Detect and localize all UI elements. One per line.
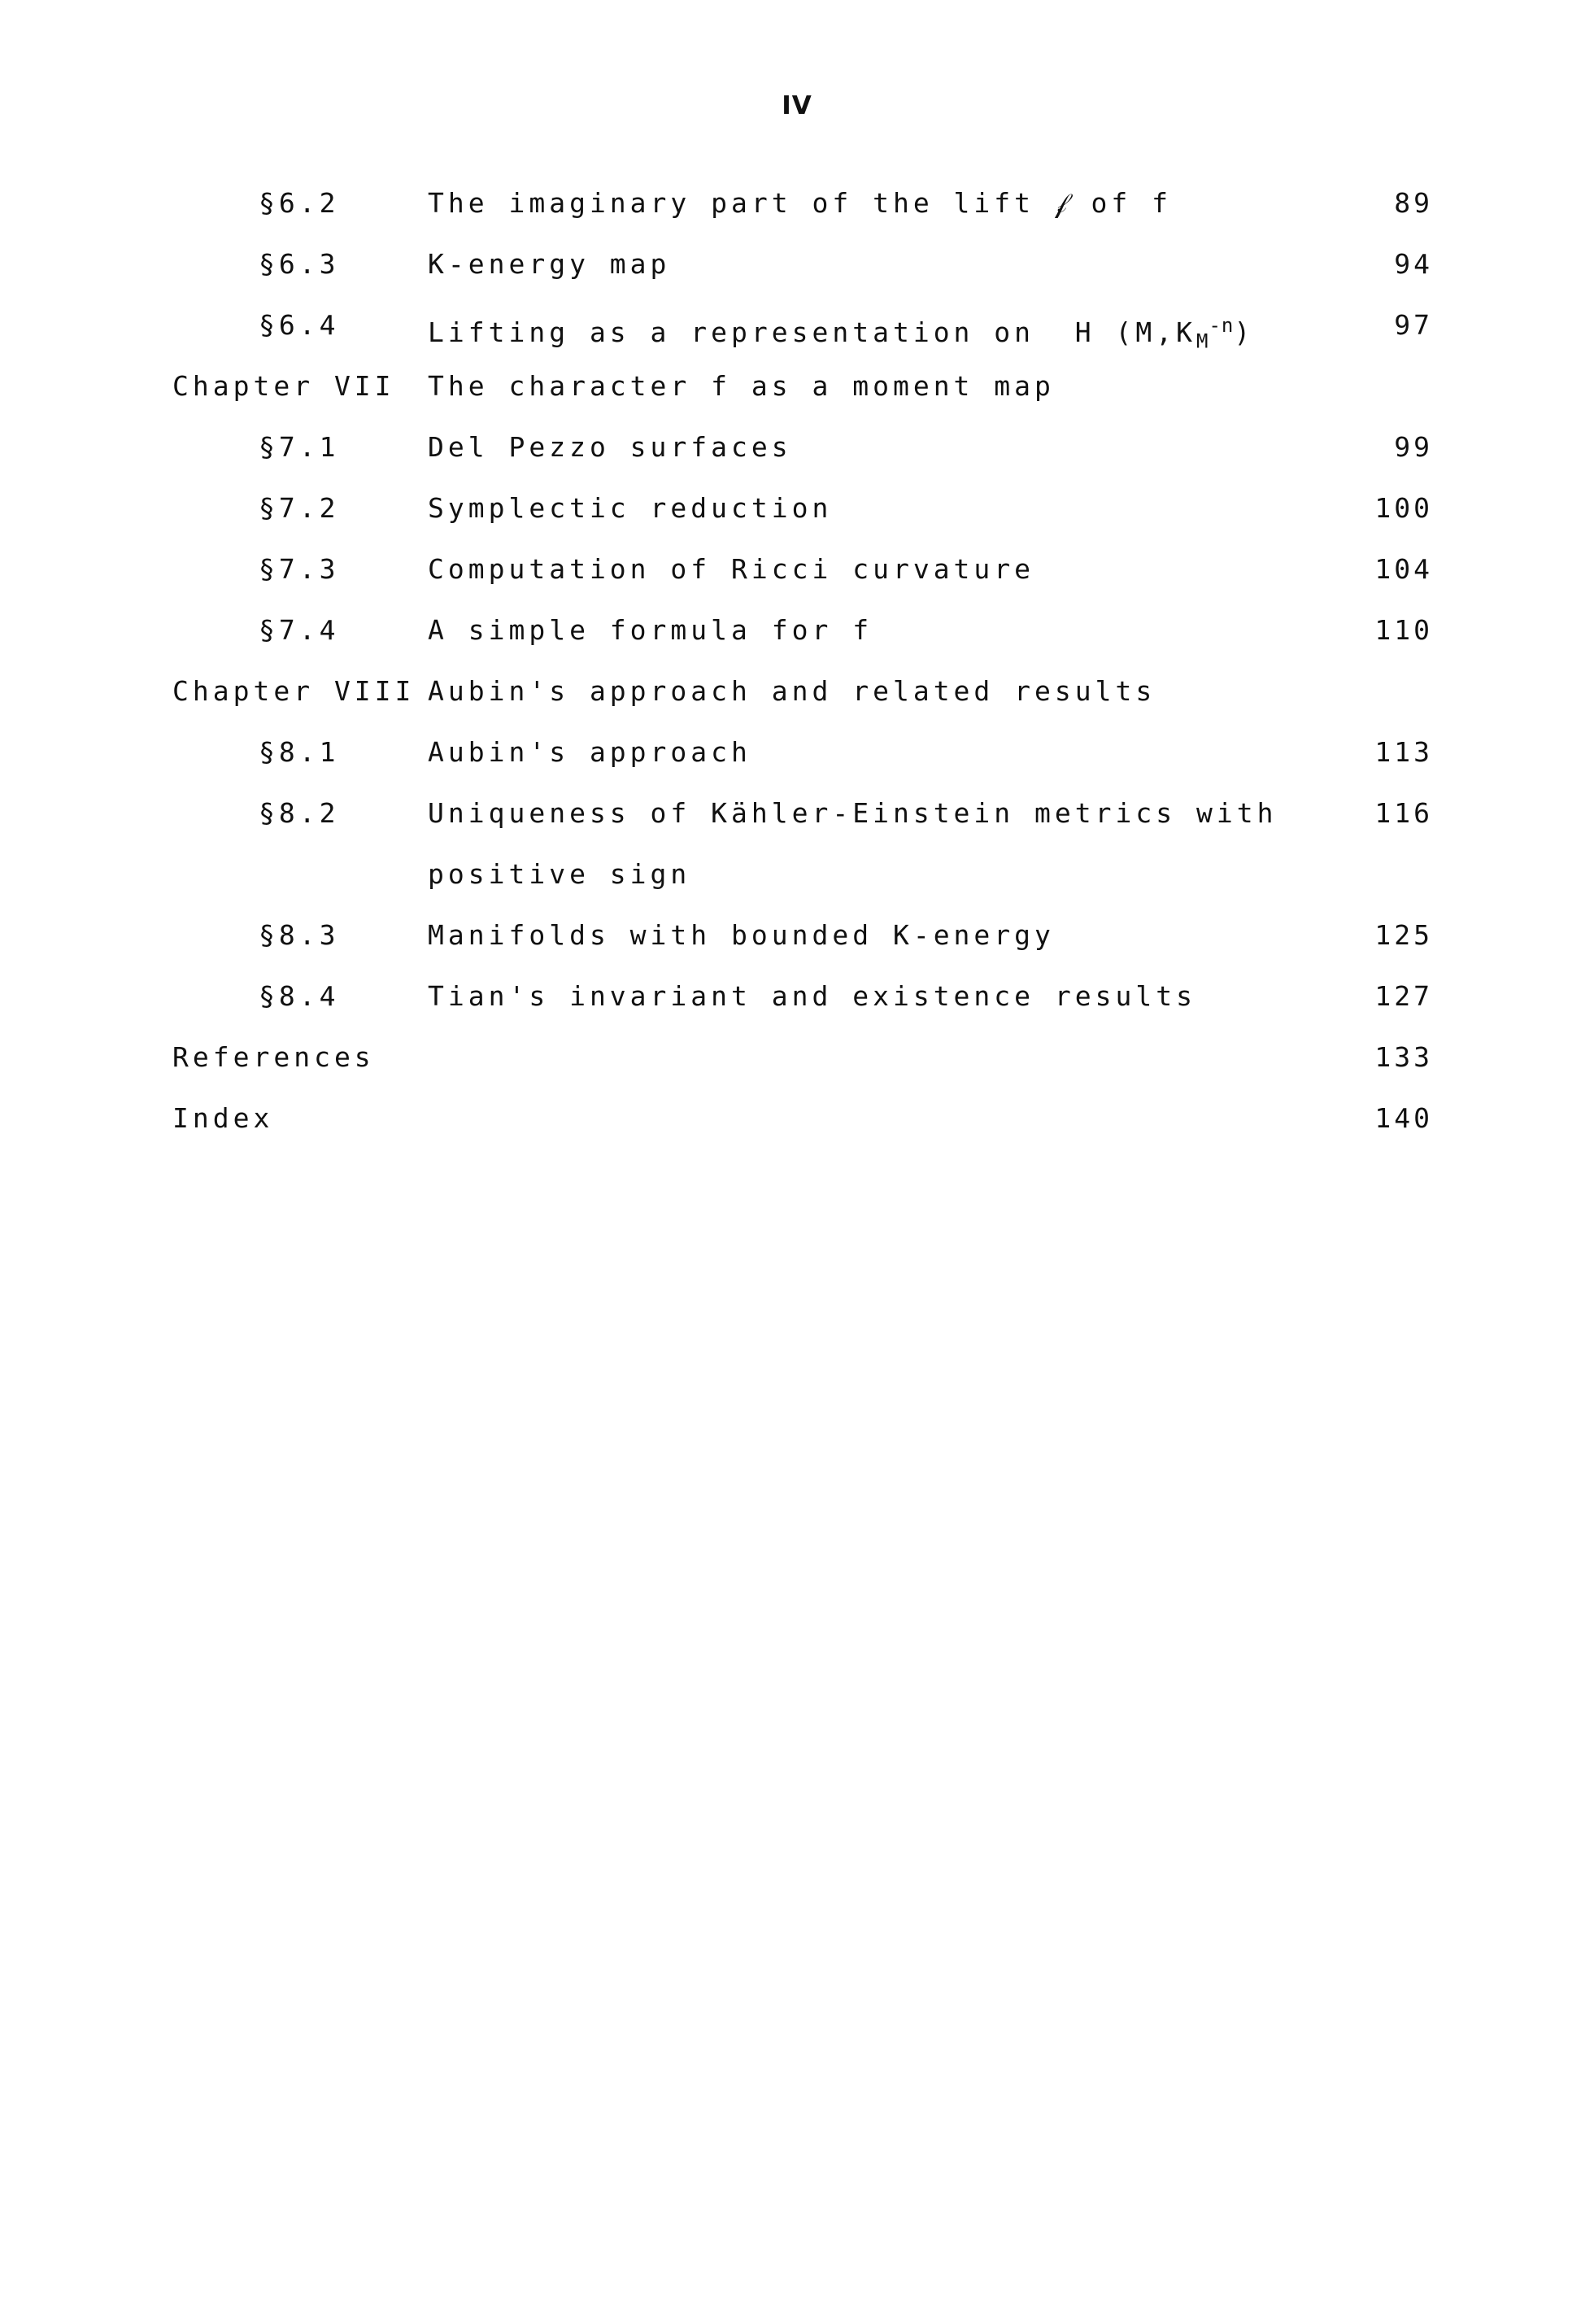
- toc-section-label: §8.3: [259, 919, 340, 951]
- toc-index: [0, 1096, 1594, 1157]
- toc-page-number: 133: [1374, 1041, 1433, 1073]
- toc-entry-6-3: [0, 242, 1594, 303]
- toc-entry-8-2: [0, 791, 1594, 852]
- toc-page-number: 125: [1374, 919, 1433, 951]
- toc-entry-title: Uniqueness of Kähler-Einstein metrics with: [428, 797, 1278, 829]
- toc-entry-title: Computation of Ricci curvature: [428, 553, 1035, 585]
- toc-page-number: 113: [1374, 736, 1433, 768]
- toc-entry-7-3: [0, 547, 1594, 608]
- toc-entry-6-2: [0, 181, 1594, 242]
- toc-entry-8-3: [0, 913, 1594, 974]
- toc-entry-7-1: [0, 425, 1594, 486]
- math-subscript: M: [1196, 329, 1209, 353]
- toc-page-number: 89: [1394, 187, 1433, 219]
- toc-entry-title: Del Pezzo surfaces: [428, 431, 792, 463]
- page-number: IV: [782, 91, 812, 120]
- toc-section-label: §7.3: [259, 553, 340, 585]
- toc-entry-title: Manifolds with bounded K-energy: [428, 919, 1055, 951]
- toc-entry-title-continued: positive sign: [428, 858, 691, 890]
- toc-section-label: §7.1: [259, 431, 340, 463]
- toc-section-label: §7.2: [259, 492, 340, 524]
- toc-chapter-title: Aubin's approach and related results: [428, 675, 1156, 707]
- toc-entry-8-4: [0, 974, 1594, 1035]
- toc-page-number: 99: [1394, 431, 1433, 463]
- toc-page-number: 104: [1374, 553, 1433, 585]
- toc-page-number: 94: [1394, 248, 1433, 280]
- toc-entry-title-with-math: [428, 303, 1254, 364]
- toc-section-label: §8.4: [259, 980, 340, 1012]
- toc-references-label: References: [172, 1041, 375, 1073]
- toc-chapter-8: [0, 669, 1594, 730]
- toc-index-label: Index: [172, 1102, 274, 1134]
- toc-section-label: §6.2: [259, 187, 340, 219]
- toc-page-number: 140: [1374, 1102, 1433, 1134]
- toc-entry-7-2: [0, 486, 1594, 547]
- toc-chapter-7: [0, 364, 1594, 425]
- toc-entry-title: Lifting as a representation on: [428, 316, 1035, 348]
- toc-section-label: §6.3: [259, 248, 340, 280]
- toc-entry-7-4: [0, 608, 1594, 669]
- toc-page-number: 116: [1374, 797, 1433, 829]
- toc-section-label: §8.2: [259, 797, 340, 829]
- toc-entry-8-2-continued: [0, 852, 1594, 913]
- toc-page-number: 110: [1374, 614, 1433, 646]
- toc-entry-title: A simple formula for f: [428, 614, 873, 646]
- toc-entry-title: The imaginary part of the lift 𝒻 of f: [428, 187, 1172, 219]
- toc-chapter-label: Chapter VII: [172, 370, 395, 402]
- toc-entry-title: Symplectic reduction: [428, 492, 833, 524]
- math-superscript: -n: [1209, 314, 1235, 337]
- toc-chapter-title: The character f as a moment map: [428, 370, 1055, 402]
- toc-entry-title: Tian's invariant and existence results: [428, 980, 1196, 1012]
- math-close-paren: ): [1234, 316, 1255, 348]
- toc-entry-6-4: [0, 303, 1594, 364]
- toc-entry-8-1: [0, 730, 1594, 791]
- toc-section-label: §6.4: [259, 309, 340, 341]
- toc-entry-title: Aubin's approach: [428, 736, 751, 768]
- toc-section-label: §7.4: [259, 614, 340, 646]
- toc-page-number: 97: [1394, 309, 1433, 341]
- toc-page-number: 127: [1374, 980, 1433, 1012]
- math-expression-base: H (M,K: [1074, 316, 1196, 348]
- toc-chapter-label: Chapter VIII: [172, 675, 416, 707]
- toc-section-label: §8.1: [259, 736, 340, 768]
- toc-page-number: 100: [1374, 492, 1433, 524]
- table-of-contents: [0, 181, 1594, 1157]
- toc-entry-title: K-energy map: [428, 248, 671, 280]
- toc-references: [0, 1035, 1594, 1096]
